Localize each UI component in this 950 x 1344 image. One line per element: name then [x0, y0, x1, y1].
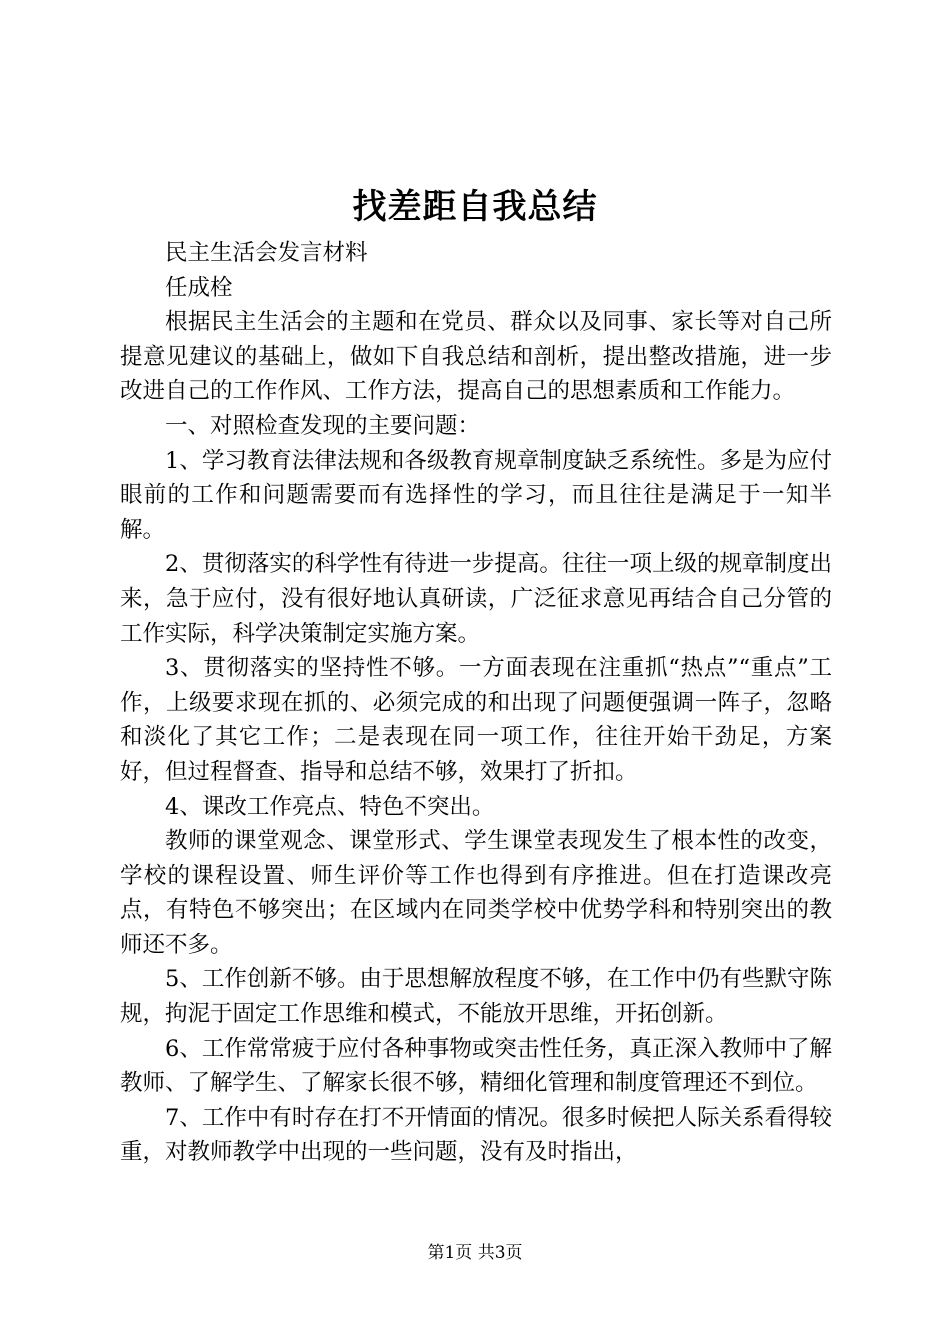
author-line: 任成栓	[165, 274, 233, 301]
document-body	[120, 236, 832, 1170]
problem-paragraph-3: 3、贯彻落实的坚持性不够。一方面表现在注重抓“热点”“重点”工作，上级要求现在抓的、必须完成的和出现了问题便强调一阵子，忽略和淡化了其它工作；二是表现在同一项工作，往往开始干劲足，方案好，但过程督查、指导和总结不够，效果打了折扣。	[120, 655, 832, 785]
page-footer: 第1页 共3页	[427, 1243, 523, 1263]
problem-paragraph-5: 5、工作创新不够。由于思想解放程度不够，在工作中仍有些默守陈规，拘泥于固定工作思维和模式，不能放开思维，开拓创新。	[120, 966, 832, 1028]
problem-paragraph-7: 7、工作中有时存在打不开情面的情况。很多时候把人际关系看得较重，对教师教学中出现的一些问题，没有及时指出，	[120, 1104, 832, 1166]
section-heading: 一、对照检查发现的主要问题：	[165, 412, 481, 439]
intro-paragraph: 根据民主生活会的主题和在党员、群众以及同事、家长等对自己所提意见建议的基础上，做如下自我总结和剖析，提出整改措施，进一步改进自己的工作作风、工作方法，提高自己的思想素质和工作能力。	[120, 309, 832, 405]
document-title: 找差距自我总结	[352, 187, 598, 227]
subtitle-line: 民主生活会发言材料	[165, 240, 368, 266]
problem-paragraph-4: 4、课改工作亮点、特色不突出。	[165, 793, 495, 820]
problem-paragraph-1: 1、学习教育法律法规和各级教育规章制度缺乏系统性。多是为应付眼前的工作和问题需要而有选择性的学习，而且往往是满足于一知半解。	[120, 447, 832, 543]
problem-paragraph-6: 6、工作常常疲于应付各种事物或突击性任务，真正深入教师中了解教师、了解学生、了解家长很不够，精细化管理和制度管理还不到位。	[120, 1035, 832, 1097]
problem-paragraph-4-detail: 教师的课堂观念、课堂形式、学生课堂表现发生了根本性的改变，学校的课程设置、师生评价等工作也得到有序推进。但在打造课改亮点，有特色不够突出；在区域内在同类学校中优势学科和特别突出的教师还不多。	[120, 828, 832, 958]
problem-paragraph-2: 2、贯彻落实的科学性有待进一步提高。往往一项上级的规章制度出来，急于应付，没有很好地认真研读，广泛征求意见再结合自己分管的工作实际，科学决策制定实施方案。	[120, 551, 832, 647]
